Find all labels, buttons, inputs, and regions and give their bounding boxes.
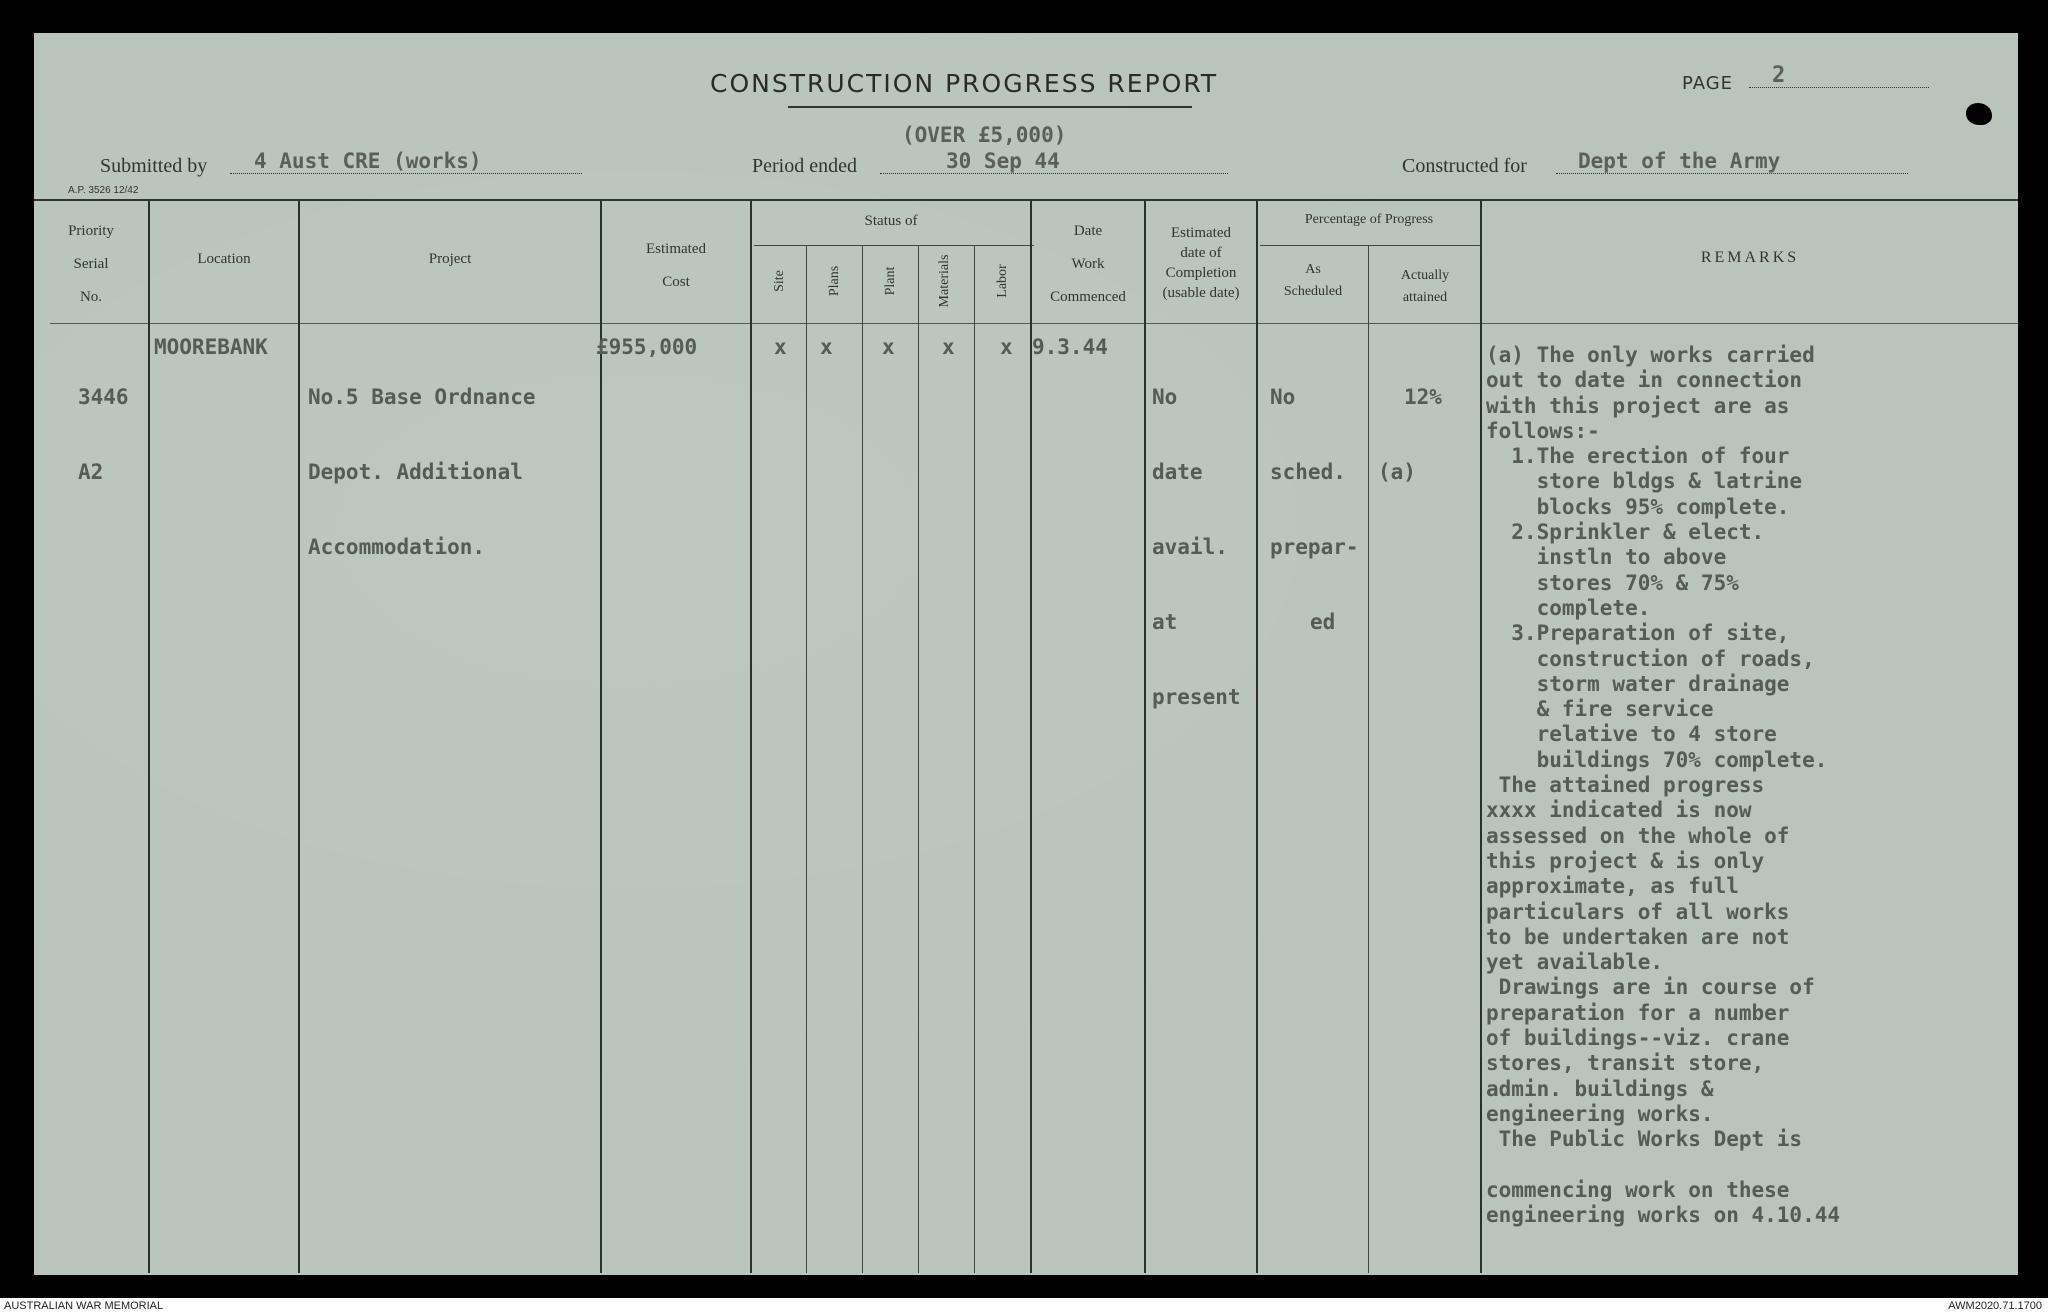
- completion-line: date: [1152, 460, 1203, 484]
- status-labor-mark: x: [1000, 335, 1013, 359]
- col-divider-6: [1144, 201, 1146, 1273]
- remarks-line: stores, transit store,: [1486, 1051, 1765, 1076]
- remarks-line: storm water drainage: [1486, 671, 1790, 696]
- submitted-value: 4 Aust CRE (works): [254, 149, 482, 173]
- cost-cell: £955,000: [596, 335, 698, 359]
- scheduled-line: prepar-: [1270, 535, 1359, 559]
- table-top-rule: [34, 199, 2018, 201]
- scheduled-line: sched.: [1270, 460, 1346, 484]
- report-sheet: [34, 33, 2018, 1275]
- status-plans-mark: x: [820, 335, 833, 359]
- project-line: No.5 Base Ordnance: [308, 385, 536, 409]
- priority-header-line: Serial: [73, 256, 109, 272]
- footer-right: AWM2020.71.1700: [1948, 1300, 2042, 1312]
- status-materials-mark: x: [942, 335, 955, 359]
- status-site-header: Site: [772, 270, 787, 292]
- remarks-line: commencing work on these: [1486, 1177, 1790, 1202]
- constructed-fill-line: [1556, 173, 1908, 174]
- remarks-line: 1.The erection of four: [1486, 444, 1790, 469]
- remarks-line: of buildings--viz. crane: [1486, 1026, 1790, 1051]
- remarks-line: to be undertaken are not: [1486, 924, 1790, 949]
- remarks-line: instln to above: [1486, 545, 1727, 570]
- submitted-label: Submitted by: [100, 155, 208, 177]
- status-plant-header: Plant: [883, 266, 898, 296]
- est-completion-header: [1146, 223, 1256, 303]
- remarks-line: (a) The only works carried: [1486, 343, 1815, 367]
- remarks-line: Drawings are in course of: [1486, 975, 1815, 1000]
- remarks-line: complete.: [1486, 595, 1651, 620]
- status-divider-4: [974, 246, 975, 1273]
- estimated-cost-header-line: Cost: [662, 274, 690, 290]
- estimated-cost-header-line: Estimated: [646, 241, 706, 257]
- project-line: Accommodation.: [308, 535, 486, 559]
- remarks-line: approximate, as full: [1486, 874, 1739, 899]
- remarks-line: engineering works.: [1486, 1101, 1714, 1126]
- remarks-line: [1486, 1153, 1840, 1178]
- project-line: Depot. Additional: [308, 460, 523, 484]
- as-scheduled-header-line: As: [1305, 262, 1321, 277]
- remarks-line: relative to 4 store: [1486, 722, 1777, 747]
- attained-line: 12%: [1404, 385, 1442, 409]
- remarks-line: preparation for a number: [1486, 1000, 1790, 1025]
- as-scheduled-header: [1258, 259, 1368, 303]
- status-divider-3: [918, 246, 919, 1273]
- serial-cell: [78, 335, 129, 535]
- remarks-line: stores 70% & 75%: [1486, 570, 1739, 595]
- priority-header-line: Priority: [68, 223, 114, 239]
- col-divider-1: [148, 201, 150, 1273]
- date-commenced-header-line: Date: [1073, 223, 1103, 239]
- footer-left: AUSTRALIAN WAR MEMORIAL: [4, 1300, 164, 1312]
- remarks-line: buildings 70% complete.: [1486, 747, 1828, 772]
- col-divider-4: [750, 201, 752, 1273]
- percentage-subheader-rule: [1260, 245, 1482, 246]
- est-completion-header-line: (usable date): [1162, 285, 1240, 301]
- remarks-line: this project & is only: [1486, 848, 1765, 873]
- attained-line: (a): [1378, 460, 1416, 484]
- status-of-header: Status of: [864, 213, 918, 229]
- remarks-line: The Public Works Dept is: [1486, 1127, 1803, 1152]
- col-divider-7: [1256, 201, 1258, 1273]
- date-commenced-header-line: Commenced: [1050, 289, 1126, 305]
- remarks-line: assessed on the whole of: [1486, 823, 1790, 848]
- submitted-fill-line: [230, 173, 582, 174]
- est-completion-header-line: date of: [1180, 245, 1222, 261]
- archive-footer: [0, 1298, 2048, 1315]
- period-fill-line: [880, 173, 1228, 174]
- remarks-line: follows:-: [1486, 418, 1600, 443]
- remarks-line: 3.Preparation of site,: [1486, 621, 1790, 646]
- remarks-line: 2.Sprinkler & elect.: [1486, 520, 1765, 545]
- status-site-mark: x: [774, 335, 787, 359]
- status-divider-1: [806, 246, 807, 1273]
- actually-attained-header-line: Actually: [1400, 268, 1450, 283]
- remarks-line: yet available.: [1486, 950, 1664, 975]
- completion-line: at: [1152, 610, 1178, 634]
- estimated-cost-header: [602, 233, 750, 299]
- attained-cell: [1378, 335, 1442, 535]
- form-code: A.P. 3526 12/42: [68, 185, 139, 196]
- remarks-line: particulars of all works: [1486, 899, 1790, 924]
- page-label: PAGE: [1682, 73, 1734, 94]
- est-completion-header-line: Completion: [1165, 265, 1237, 281]
- as-scheduled-header-line: Scheduled: [1283, 284, 1343, 299]
- percentage-divider: [1368, 246, 1369, 1273]
- completion-line: No: [1152, 385, 1178, 409]
- col-divider-2: [298, 201, 300, 1273]
- priority-header-line: No.: [79, 289, 103, 305]
- date-cell: 9.3.44: [1032, 335, 1108, 359]
- completion-line: avail.: [1152, 535, 1228, 559]
- completion-line: present: [1152, 685, 1241, 709]
- status-materials-header: Materials: [937, 254, 952, 308]
- period-value: 30 Sep 44: [946, 149, 1060, 173]
- constructed-label: Constructed for: [1402, 155, 1527, 177]
- remarks-line: & fire service: [1486, 697, 1714, 722]
- remarks-line: out to date in connection: [1486, 368, 1803, 393]
- scheduled-line: ed: [1310, 610, 1336, 634]
- col-divider-3: [600, 201, 602, 1273]
- location-cell: MOOREBANK: [154, 335, 268, 359]
- scheduled-cell: [1270, 335, 1359, 685]
- date-commenced-header-line: Work: [1071, 256, 1105, 272]
- punch-hole: [1966, 103, 1992, 125]
- status-subheader-rule: [754, 245, 1034, 246]
- page-number: 2: [1772, 63, 1786, 88]
- remarks-header: REMARKS: [1700, 249, 1800, 266]
- constructed-value: Dept of the Army: [1578, 149, 1781, 173]
- over-note: (OVER £5,000): [902, 123, 1067, 147]
- actually-attained-header: [1370, 265, 1480, 309]
- remarks-line: with this project are as: [1486, 393, 1790, 418]
- col-divider-5: [1030, 201, 1032, 1273]
- serial-line: 3446: [78, 385, 129, 409]
- status-plant-mark: x: [882, 335, 895, 359]
- status-divider-2: [862, 246, 863, 1273]
- remarks-line: admin. buildings &: [1486, 1076, 1714, 1101]
- percentage-header: Percentage of Progress: [1304, 212, 1434, 227]
- project-header: Project: [428, 251, 472, 267]
- actually-attained-header-line: attained: [1402, 290, 1448, 305]
- remarks-line: The attained progress: [1486, 773, 1765, 798]
- status-plans-header: Plans: [827, 265, 842, 297]
- completion-cell: [1152, 335, 1241, 760]
- remarks-line: xxxx indicated is now: [1486, 798, 1752, 823]
- remarks-cell: [1486, 343, 1840, 1228]
- remarks-line: blocks 95% complete.: [1486, 494, 1790, 519]
- period-label: Period ended: [752, 155, 857, 177]
- priority-header: [34, 215, 148, 314]
- remarks-line: construction of roads,: [1486, 646, 1815, 671]
- report-title: CONSTRUCTION PROGRESS REPORT: [710, 69, 1219, 98]
- remarks-line: store bldgs & latrine: [1486, 469, 1803, 494]
- scheduled-line: No: [1270, 385, 1296, 409]
- serial-line: A2: [78, 460, 104, 484]
- status-labor-header: Labor: [995, 264, 1010, 298]
- project-cell: [308, 335, 536, 610]
- est-completion-header-line: Estimated: [1171, 225, 1231, 241]
- date-commenced-header: [1032, 215, 1144, 314]
- location-header: Location: [197, 251, 251, 267]
- col-divider-8: [1480, 201, 1482, 1273]
- title-underline: [788, 106, 1192, 108]
- header-bottom-rule: [50, 323, 2018, 324]
- remarks-line: engineering works on 4.10.44: [1486, 1202, 1841, 1227]
